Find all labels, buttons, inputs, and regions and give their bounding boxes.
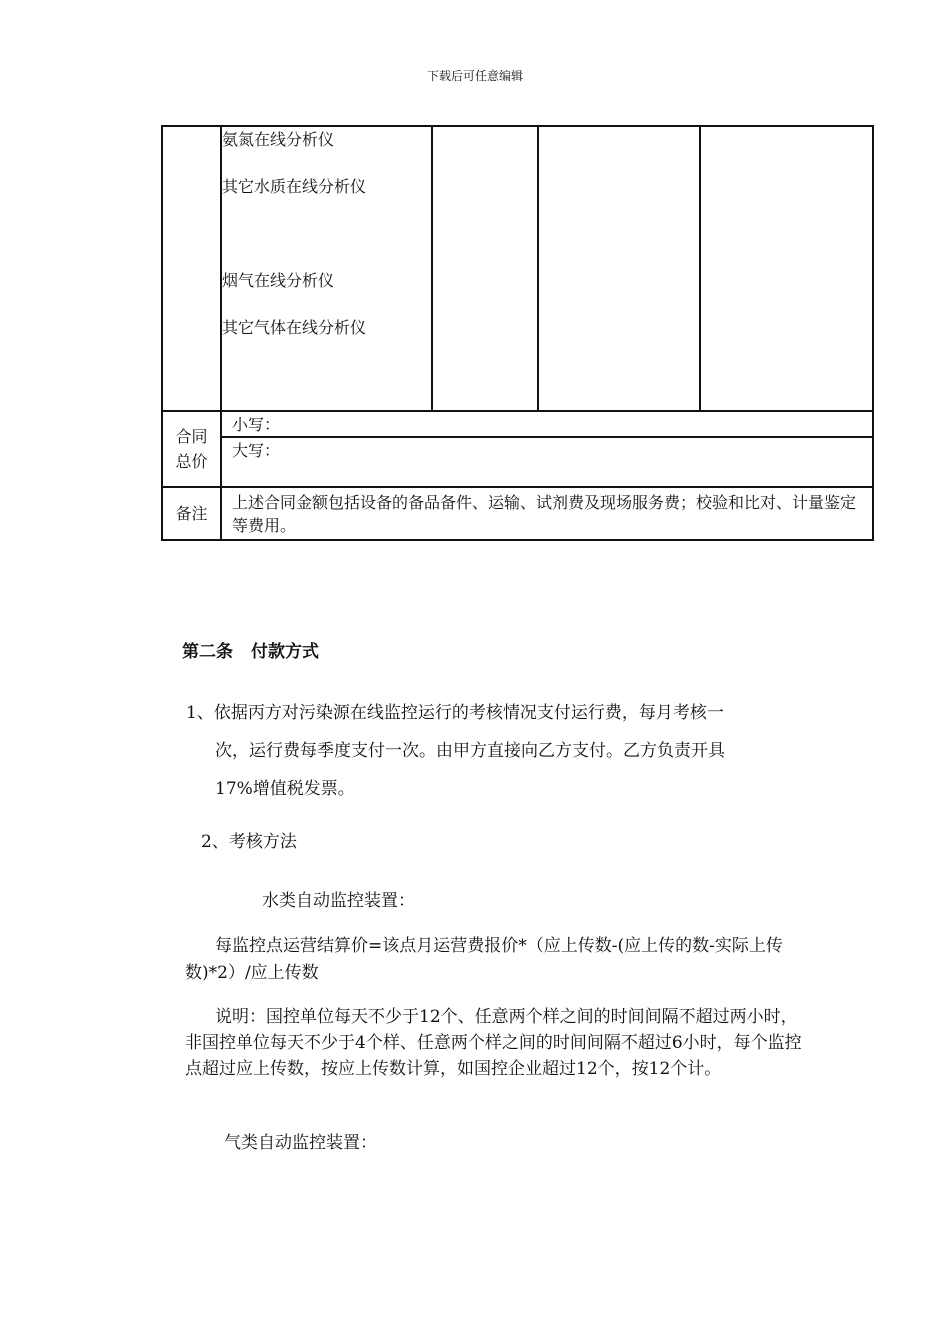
section-number: 第二条 bbox=[182, 642, 233, 662]
remark-text: 上述合同金额包括设备的备品备件、运输、试剂费及现场服务费；校验和比对、计量鉴定等费用。 bbox=[221, 487, 873, 540]
remark-label: 备注 bbox=[162, 487, 221, 540]
equipment-item: 其它水质在线分析仪 bbox=[222, 177, 367, 196]
section-title: 付款方式 bbox=[251, 642, 319, 662]
blank-cell bbox=[432, 126, 538, 411]
section-heading bbox=[182, 637, 319, 662]
blank-cell bbox=[538, 126, 700, 411]
equipment-list-cell bbox=[221, 126, 432, 411]
blank-cell bbox=[700, 126, 873, 411]
blank-cell bbox=[162, 126, 221, 411]
settlement-formula: 每监控点运营结算价=该点月运营费报价*（应上传数-(应上传的数-实际上传数)*2）/应上传数 bbox=[185, 936, 783, 983]
water-monitoring-heading: 水类自动监控装置： bbox=[262, 891, 415, 911]
payment-clause-2: 2、考核方法 bbox=[201, 832, 297, 852]
equipment-item: 烟气在线分析仪 bbox=[222, 271, 335, 290]
upper-case-amount: 大写： bbox=[221, 437, 873, 487]
payment-clause-1: 1、依据丙方对污染源在线监控运行的考核情况支付运行费，每月考核一 次，运行费每季度支付一次。由甲方直接向乙方支付。乙方负责开具 17%增值税发票。 bbox=[186, 703, 725, 799]
equipment-item: 其它气体在线分析仪 bbox=[222, 318, 367, 337]
equipment-item: 氨氮在线分析仪 bbox=[222, 130, 335, 149]
gas-monitoring-heading: 气类自动监控装置： bbox=[224, 1133, 377, 1153]
lower-case-amount: 小写： bbox=[221, 411, 873, 437]
total-price-label: 合同 总价 bbox=[162, 411, 221, 487]
header-note: 下载后可任意编辑 bbox=[426, 69, 523, 83]
explanation-paragraph: 说明：国控单位每天不少于12个、任意两个样之间的时间间隔不超过两小时，非国控单位每天不少于4个样、任意两个样之间的时间间隔不超过6小时，每个监控点超过应上传数，按应上传数计算，如国控企业超过12个，按12个计。 bbox=[185, 1007, 802, 1079]
contract-price-table bbox=[161, 125, 874, 541]
